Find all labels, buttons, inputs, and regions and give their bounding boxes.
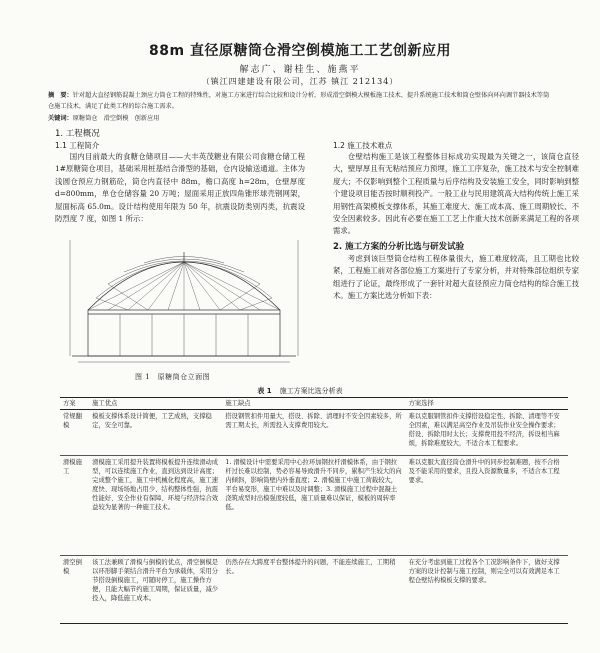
figure-caption: 图 1 原糖筒仓立面图: [135, 373, 211, 381]
row-advantages: 滑模施工采用提升装置将模板提升连续滑动成型，可以连续施工作业，直到达到设计高度；完成整个施工，施工中机械化程度高，施工速度快、现场场地占用少、结构整体性强，抗震性能好、安全作业有保障、环境与经济综合效益较为显著的一种施工技术。: [89, 456, 222, 556]
row-advantages: 模板支撑体系设计简便，工艺成熟，支撑稳定，安全可靠。: [89, 410, 222, 456]
row-selection: 在充分考虑到施工过程各个工况影响条件下，做好支撑方案的设计控制与施工控制，则完全可以有效满足本工程仓壁结构模板支撑的要求。: [406, 556, 568, 624]
abstract-label: 摘 要：: [48, 92, 73, 99]
row-selection: 难以克服大直径筒仓滑升中的同步控制难题，按不合格及不能采用的要求，且投入资源数量多，不适合本工程要求。: [406, 456, 568, 556]
section-1-2-heading: 1.2 施工技术难点: [333, 141, 393, 150]
table-row: [60, 410, 568, 456]
row-disadvantages: 仍然存在大跨度平台整体提升的问题，不能连续施工，工期稍长。: [222, 556, 405, 624]
header-disadvantages: 施工缺点: [222, 398, 405, 410]
table-header-row: [60, 398, 568, 410]
paper-title: 88m 直径原糖筒仓滑空倒模施工工艺创新应用: [149, 43, 451, 59]
table-row: [60, 456, 568, 556]
row-scheme-name: 滑模施工: [60, 456, 89, 556]
affiliation: （镇江四建建设有限公司，江苏 镇江 212134）: [201, 77, 399, 86]
section-2-heading: 2. 施工方案的分析比选与研发试验: [333, 241, 465, 252]
section-2-text: 考虑到该巨型筒仓结构工程体量很大，施工难度较高，且工期也比较紧，工程施工前对各部位施工方案进行了专家分析，并对特殊部位组织专家组进行了论证，最终形成了一套针对超大直径预应力筒仓结构的综合施工技术。施工方案比选分析如下表：: [333, 253, 579, 301]
plan-comparison-table: [60, 397, 568, 624]
section-1-2-text: 仓壁结构施工是该工程整体目标成功实现最为关键之一，该筒仓直径大，壁厚厚且有无粘结预应力预埋，施工工序复杂，施工技术与安全控制难度大；不仅影响到整个工程质量与后序结构及安装施工安全，同时影响到整个建设项目能否按时顺利投产。一般工业与民用建筑高大结构传统上施工采用钢性高架模板支撑体系，其施工难度大、施工成本高、施工周期较长、不安全因素较多。因此有必要在施工工艺上作重大技术创新来满足工程的各项需求。: [333, 152, 579, 236]
keywords: [48, 114, 553, 124]
section-1-heading: 1. 工程概况: [55, 129, 100, 139]
row-disadvantages: 1. 滑模设计中需要采用中心拉环加钢拉杆滑模体系，由于钢拉杆过长难以控制，势必容易导致滑升不同步，累积产生较大的向内倾斜，影响筒壁内外垂直度；2. 滑模施工中施工荷载较大，平台易变形，施工中难以及时调整；3. 滑模施工过程中混凝土浇筑成型时出模强度较低，施工质量难以保证，模板的周转率低。: [222, 456, 405, 556]
table-caption-number: 表 1: [257, 387, 272, 395]
header-selection: 方案选择: [406, 398, 568, 410]
silo-elevation-figure: [68, 232, 300, 364]
row-advantages: 该工法兼顾了滑模与倒模的优点，滑空倒模是以环形脚手架结合滑升平台为承载体，采用分节搭设倒模施工，可随时停工，施工操作方便，且能大幅节约施工周期，保证质量，减少投入，降低施工成本。: [89, 556, 222, 624]
abstract: [48, 90, 553, 112]
section-1-1-text: 国内目前最大的食糖仓储项目——大丰英茂糖业有限公司食糖仓储工程 1#原糖筒仓项目，基础采用桩基结合滑型的基础，仓内设输送通道。主体为浅圆仓预应力钢筋砼，筒仓内直径中 88m，檐口高度 h=28m，仓壁厚度 d=800mm，单仓仓储容量 20 万吨；屋面采用正放四角锥形球壳钢网架，屋面标高 65.0m。设计结构使用年限为 50 年，抗震设防类别丙类，抗震设防烈度 7 度，如图 1 所示：: [55, 152, 305, 224]
row-selection: 难以克服钢管扣件支撑搭设稳定性、拆除、清理等不安全因素，难以满足高空作业及吊装作业安全操作要求；搭设、拆除用时太长；支撑费用投不经济，拆设相当麻烦，拆除难度较大，不适合本工程要求。: [406, 410, 568, 456]
row-scheme-name: 常规翻模: [60, 410, 89, 456]
silo-drawing: [68, 232, 300, 364]
section-1-1-heading: 1.1 工程简介: [55, 141, 100, 150]
authors: 解志广、谢桂生、施燕平: [239, 65, 361, 75]
right-column: [333, 140, 579, 302]
header-scheme: 方案: [60, 398, 89, 410]
left-column: [55, 128, 305, 225]
header-advantages: 施工优点: [89, 398, 222, 410]
table-row: [60, 556, 568, 624]
dome-lattice-ribs: [88, 262, 280, 310]
table-caption: [0, 386, 600, 396]
keywords-label: 关键词：: [48, 115, 73, 122]
row-scheme-name: 滑空倒模: [60, 556, 89, 624]
table-caption-text: 施工方案比选分析表: [279, 387, 343, 395]
keywords-text: 原糖筒仓 滑空倒模 创新应用: [72, 115, 160, 122]
abstract-text: 针对超大直径钢筋混凝土颈应力筒仓工程的特殊性，对施工方案进行综合比较和设计分析，形成滑空倒模大模板施工技术、提升系统施工技术和筒仓壁体向环向调节器技术等筒仓施工技术，满足了此类工程的综合施工需求。: [48, 92, 550, 110]
row-disadvantages: 搭设钢管扣件用量大，搭设、拆除、清理时不安全因素较多，所需工期太长，所需投入支撑费用较大。: [222, 410, 405, 456]
wall-pilasters: [120, 314, 248, 356]
